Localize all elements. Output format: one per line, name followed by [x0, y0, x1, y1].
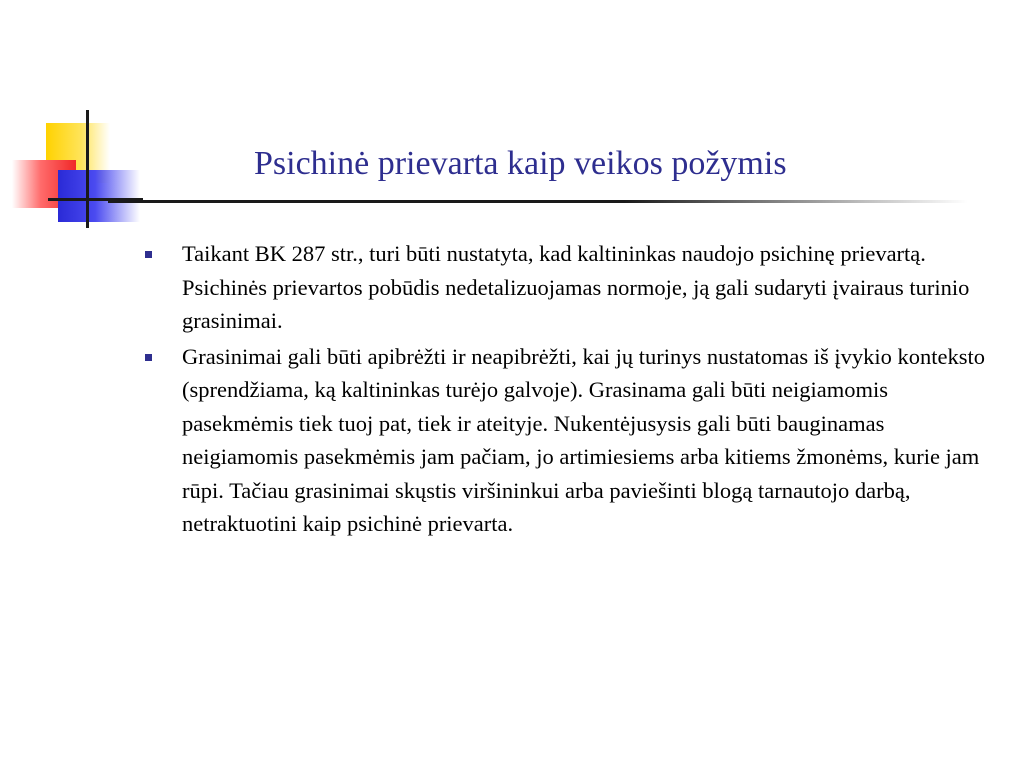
- bullet-item: [142, 237, 992, 338]
- logo-blue-square: [58, 170, 140, 222]
- decorative-logo: [0, 0, 150, 240]
- bullet-square-icon: [145, 354, 152, 361]
- bullet-text: Taikant BK 287 str., turi būti nustatyta, kad kaltininkas naudojo psichinę prievartą. Psichinės prievartos pobūdis nedetalizuojamas normoje, ją gali sudaryti įvairaus turinio grasinimai.: [182, 241, 970, 333]
- bullet-text: Grasinimai gali būti apibrėžti ir neapibrėžti, kai jų turinys nustatomas iš įvykio konteksto (sprendžiama, ką kaltininkas turėjo galvoje). Grasinama gali būti neigiamomis pasekmėmis tiek tuoj pat, tiek ir ateityje. Nukentėjusysis gali būti bauginamas neigiamomis pasekmėmis jam pačiam, jo artimiesiems arba kitiems žmonėms, kurie jam rūpi. Tačiau grasinimai skųstis viršininkui arba paviešinti blogą tarnautojo darbą, netraktuotini kaip psichinė prievarta.: [182, 343, 985, 536]
- logo-vertical-line: [86, 110, 89, 228]
- title-divider: [108, 200, 968, 203]
- slide-title: Psichinė prievarta kaip veikos požymis: [254, 145, 787, 182]
- bullet-item: [142, 340, 992, 541]
- bullet-square-icon: [145, 251, 152, 258]
- bullet-list: [142, 237, 992, 543]
